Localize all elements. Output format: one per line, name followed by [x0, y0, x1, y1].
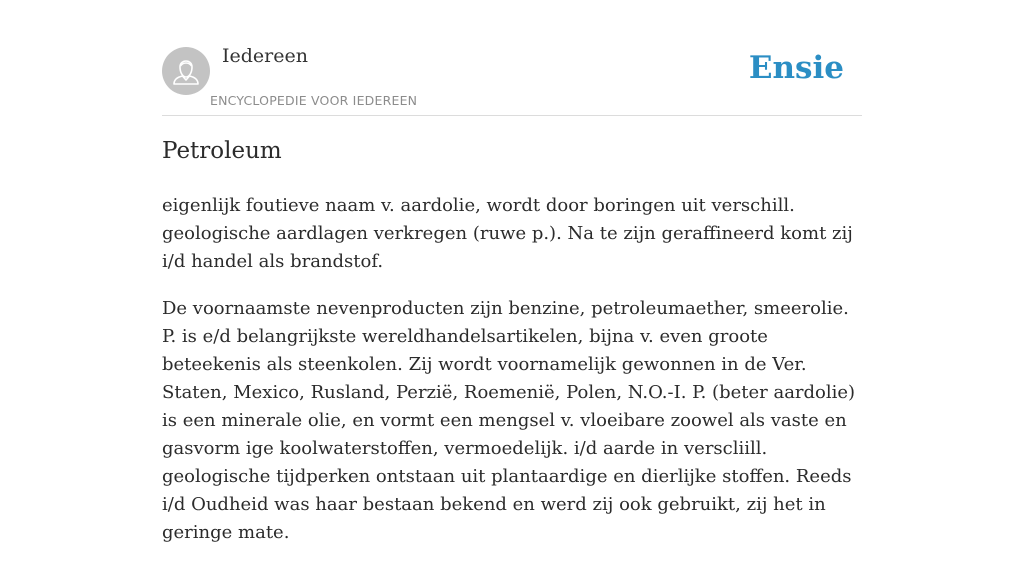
article-body [162, 192, 862, 566]
article-paragraph: eigenlijk foutieve naam v. aardolie, wordt door boringen uit verschill. geologische aardlagen verkregen (ruwe p.). Na te zijn geraffineerd komt zij i/d handel als brandstof. [162, 195, 853, 272]
user-icon [162, 47, 210, 95]
page [162, 0, 862, 543]
username[interactable]: Iedereen [222, 45, 308, 67]
article-title: Petroleum [162, 138, 282, 164]
site-logo[interactable]: Ensie [748, 50, 844, 86]
site-tagline: ENCYCLOPEDIE VOOR IEDEREEN [210, 93, 418, 108]
avatar[interactable] [162, 47, 210, 95]
site-header [162, 0, 862, 116]
article-paragraph: De voornaamste nevenproducten zijn benzine, petroleumaether, smeerolie. P. is e/d belangrijkste wereldhandelsartikelen, bijna v. even groote beteekenis als steenkolen. Zij wordt voornamelijk gewonnen in de Ver. Staten, Mexico, Rusland, Perzië, Roemenië, Polen, N.O.-I. P. (beter aardolie) is een minerale olie, en vormt een mengsel v. vloeibare zoowel als vaste en gasvorm ige koolwaterstoffen, vermoedelijk. i/d aarde in verscliill. geologische tijdperken ontstaan uit plantaardige en dierlijke stoffen. Reeds i/d Oudheid was haar bestaan bekend en werd zij ook gebruikt, zij het in geringe mate. [162, 298, 856, 543]
